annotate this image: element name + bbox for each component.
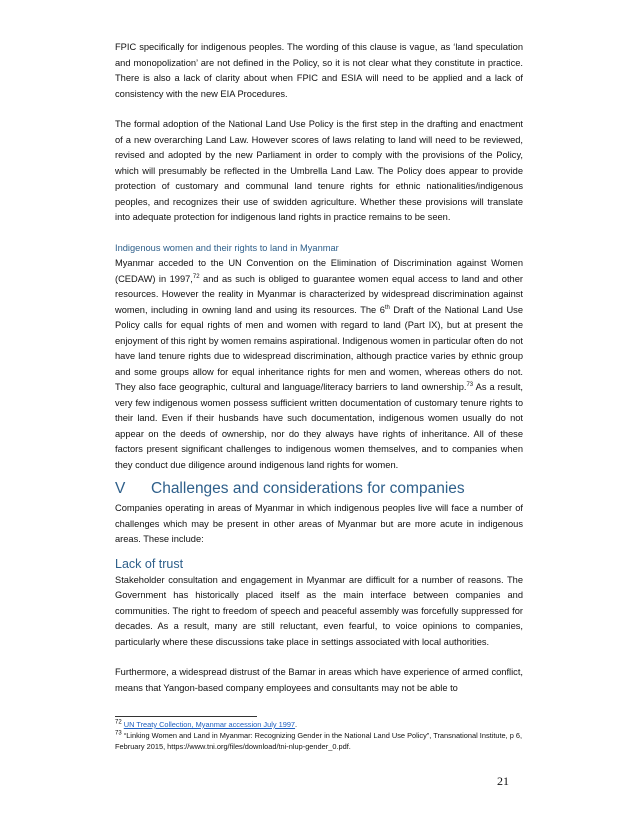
paragraph-land-use-policy: The formal adoption of the National Land Use Policy is the first step in the drafting and enactment of a new overarching Land Law. However scores of laws relating to land will need to be reviewed, revised and adopted by the new Parliament in order to comply with the provisions of the Policy, which will presumably be reflected in the Umbrella Land Law. The Policy does appear to provide protection of customary and communal land tenure rights for ethnic nationalities/indigenous peoples, and recognizes their use of swidden agriculture. Whether these provisions will translate into adequate protection for indigenous land rights in practice remains to be seen.	[115, 119, 523, 222]
paragraph-indigenous-women: Myanmar acceded to the UN Convention on the Elimination of Discrimination against Women (CEDAW) in 1997,72 and as such is obliged to guarantee women equal access to land and other resources. However the reality in Myanmar is characterized by widespread discrimination against women, including in owning land and using its resources. The 6th Draft of the National Land Use Policy calls for equal rights of men and women with regard to land (Part IX), but at present the enjoyment of this right by women remains aspirational. Indigenous women in particular often do not have land tenure rights due to widespread discrimination, although practice varies by ethnic group and some groups allow for equal inheritance rights for men and women, whereas others do not. They also face geographic, cultural and language/literacy barriers to land ownership.$^{73}$ As a result, very few indigenous women possess sufficient written documentation of customary tenure rights to their land. Even if their husbands have such documentation, indigenous women usually do not appear on the deeds of ownership, nor do they always have rights of inheritance. All of these factors present significant challenges to indigenous women themselves, and to companies when they conduct due diligence around indigenous land rights for women.	[115, 258, 523, 470]
footnote-ref-73[interactable]: 73	[466, 381, 474, 388]
section-heading	[115, 479, 523, 499]
heading-lack-of-trust: Lack of trust	[115, 556, 184, 571]
section-number: V	[115, 480, 126, 497]
footnote-divider	[115, 716, 257, 717]
footnote-72-link[interactable]: UN Treaty Collection, Myanmar accession July 1997	[123, 720, 296, 729]
heading-indigenous-women: Indigenous women and their rights to land in Myanmar	[115, 242, 339, 253]
page-body	[115, 40, 523, 696]
paragraph-bamar-distrust: Furthermore, a widespread distrust of the Bamar in areas which have experience of armed conflict, means that Yangon-based company employees and consultants may not be able to	[115, 667, 523, 693]
footnote-72: $^{72}$ UN Treaty Collection, Myanmar accession July 1997.	[115, 719, 298, 729]
footnote-73: $^{73}$ “Linking Women and Land in Myanmar: Recognizing Gender in the National Land Use Policy”, Transnational Institute, p 6, February 2015, https://www.tni.org/files/download/tni-nlup-gender_0.pdf.	[115, 730, 523, 751]
section-title: Challenges and considerations for companies	[151, 480, 465, 497]
footnotes	[115, 719, 523, 752]
paragraph-fpic: FPIC specifically for indigenous peoples. The wording of this clause is vague, as ‘land speculation and monopolization’ are not defined in the Policy, so it is not clear what they constitute in practice. There is also a lack of clarity about when FPIC and ESIA will need to be applied and a lack of consistency with the new EIA Procedures.	[115, 42, 523, 99]
page-number: 21	[497, 774, 509, 788]
paragraph-stakeholder-consultation: Stakeholder consultation and engagement in Myanmar are difficult for a number of reasons. The Government has historically placed itself as the main interface between companies and communities. The right to freedom of speech and peaceful assembly was forcefully suppressed for decades. As a result, many are still reluctant, even fearful, to voice opinions to companies, particularly where these discussions take place in settings associated with local authorities.	[115, 574, 523, 647]
paragraph-section-intro: Companies operating in areas of Myanmar in which indigenous peoples live will face a number of challenges which may be present in other areas of Myanmar but are more acute in indigenous areas. These include:	[115, 503, 523, 544]
footnote-ref-72[interactable]: 72	[192, 273, 200, 280]
